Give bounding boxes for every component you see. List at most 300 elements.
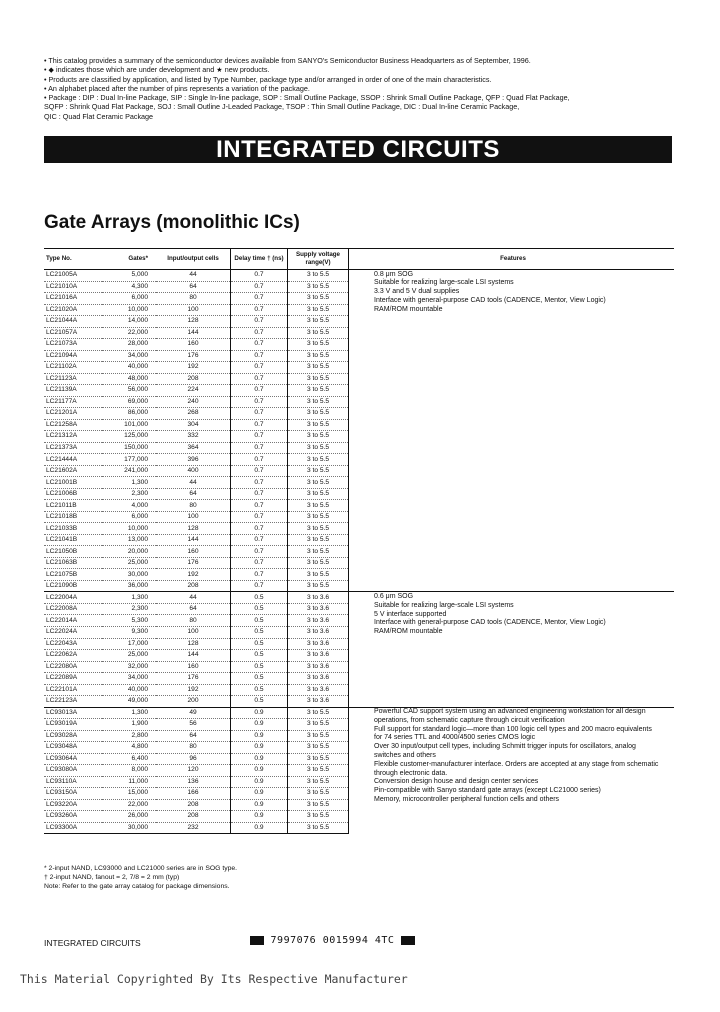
cell-type: LC21033B (44, 523, 102, 535)
cell-gates: 40,000 (102, 362, 156, 374)
feature-group (374, 271, 674, 315)
header-type: Type No. (44, 249, 102, 270)
cell-features (349, 442, 675, 454)
cell-delay: 0.9 (231, 776, 288, 788)
cell-gates: 13,000 (102, 534, 156, 546)
cell-features (349, 373, 675, 385)
cell-supply: 3 to 3.6 (288, 615, 349, 627)
cell-io: 208 (156, 811, 231, 823)
table-row (44, 362, 674, 374)
cell-supply: 3 to 5.5 (288, 316, 349, 328)
cell-gates: 1,300 (102, 707, 156, 719)
cell-gates: 32,000 (102, 661, 156, 673)
cell-supply: 3 to 3.6 (288, 696, 349, 708)
cell-io: 120 (156, 765, 231, 777)
cell-delay: 0.5 (231, 650, 288, 662)
cell-io: 80 (156, 500, 231, 512)
cell-delay: 0.9 (231, 799, 288, 811)
cell-delay: 0.7 (231, 339, 288, 351)
cell-io: 100 (156, 304, 231, 316)
cell-supply: 3 to 5.5 (288, 822, 349, 834)
cell-supply: 3 to 3.6 (288, 626, 349, 638)
cell-supply: 3 to 5.5 (288, 488, 349, 500)
cell-type: LC21001B (44, 477, 102, 489)
cell-gates: 26,000 (102, 811, 156, 823)
cell-type: LC21090B (44, 580, 102, 592)
table-row (44, 534, 674, 546)
cell-type: LC93260A (44, 811, 102, 823)
cell-io: 136 (156, 776, 231, 788)
cell-io: 176 (156, 350, 231, 362)
cell-type: LC22043A (44, 638, 102, 650)
cell-gates: 177,000 (102, 454, 156, 466)
cell-features (349, 511, 675, 523)
cell-supply: 3 to 5.5 (288, 385, 349, 397)
feature-line: Memory, microcontroller peripheral function cells and others (374, 796, 560, 804)
cell-delay: 0.9 (231, 719, 288, 731)
feature-line: 0.8 μm SOG (374, 270, 414, 278)
cell-type: LC22014A (44, 615, 102, 627)
cell-supply: 3 to 3.6 (288, 592, 349, 604)
cell-delay: 0.5 (231, 696, 288, 708)
cell-features (349, 477, 675, 489)
cell-supply: 3 to 5.5 (288, 719, 349, 731)
cell-io: 96 (156, 753, 231, 765)
cell-io: 364 (156, 442, 231, 454)
cell-supply: 3 to 5.5 (288, 454, 349, 466)
cell-delay: 0.9 (231, 811, 288, 823)
cell-io: 128 (156, 316, 231, 328)
cell-type: LC21102A (44, 362, 102, 374)
cell-gates: 6,000 (102, 293, 156, 305)
cell-supply: 3 to 3.6 (288, 638, 349, 650)
cell-delay: 0.5 (231, 673, 288, 685)
feature-line: Conversion design house and design center services (374, 778, 539, 786)
cell-gates: 69,000 (102, 396, 156, 408)
cell-supply: 3 to 5.5 (288, 788, 349, 800)
table-row (44, 454, 674, 466)
cell-supply: 3 to 5.5 (288, 580, 349, 592)
cell-type: LC93028A (44, 730, 102, 742)
footnote: Note: Refer to the gate array catalog for package dimensions. (44, 883, 230, 890)
cell-io: 304 (156, 419, 231, 431)
footnotes (44, 864, 237, 891)
cell-features (349, 673, 675, 685)
cell-gates: 25,000 (102, 557, 156, 569)
cell-type: LC22062A (44, 650, 102, 662)
cell-delay: 0.7 (231, 477, 288, 489)
cell-delay: 0.7 (231, 327, 288, 339)
cell-delay: 0.9 (231, 730, 288, 742)
feature-group (374, 593, 674, 637)
cell-supply: 3 to 5.5 (288, 431, 349, 443)
cell-delay: 0.7 (231, 304, 288, 316)
cell-type: LC21094A (44, 350, 102, 362)
cell-gates: 56,000 (102, 385, 156, 397)
cell-type: LC22080A (44, 661, 102, 673)
cell-io: 64 (156, 281, 231, 293)
cell-io: 44 (156, 592, 231, 604)
cell-delay: 0.7 (231, 408, 288, 420)
feature-line: RAM/ROM mountable (374, 628, 443, 636)
cell-supply: 3 to 5.5 (288, 396, 349, 408)
feature-line: Powerful CAD support system using an advanced engineering workstation for all design (374, 708, 646, 716)
cell-supply: 3 to 5.5 (288, 419, 349, 431)
cell-supply: 3 to 5.5 (288, 477, 349, 489)
cell-gates: 86,000 (102, 408, 156, 420)
cell-features (349, 362, 675, 374)
cell-delay: 0.7 (231, 454, 288, 466)
cell-supply: 3 to 3.6 (288, 661, 349, 673)
cell-delay: 0.5 (231, 661, 288, 673)
section-banner: INTEGRATED CIRCUITS (44, 136, 672, 163)
cell-gates: 30,000 (102, 822, 156, 834)
cell-supply: 3 to 5.5 (288, 465, 349, 477)
table-row (44, 557, 674, 569)
cell-delay: 0.7 (231, 534, 288, 546)
cell-features (349, 396, 675, 408)
cell-delay: 0.7 (231, 373, 288, 385)
table-row (44, 673, 674, 685)
note-line: • ◆ indicates those which are under development and ★ new products. (44, 65, 270, 75)
note-line: • Products are classified by application, and listed by Type Number, package type and/or arranged in order of one of the main characteristics. (44, 74, 492, 84)
note-line: • This catalog provides a summary of the semiconductor devices available from SANYO's Semiconductor Business Headquarters as of September, 1996. (44, 56, 531, 65)
cell-supply: 3 to 5.5 (288, 569, 349, 581)
cell-gates: 4,300 (102, 281, 156, 293)
feature-line: Pin-compatible with Sanyo standard gate arrays (except LC21000 series) (374, 787, 601, 795)
header-delay: Delay time † (ns) (231, 249, 288, 270)
table-row (44, 419, 674, 431)
table-row (44, 511, 674, 523)
cell-io: 144 (156, 650, 231, 662)
cell-gates: 25,000 (102, 650, 156, 662)
cell-features (349, 327, 675, 339)
cell-supply: 3 to 5.5 (288, 293, 349, 305)
cell-type: LC93080A (44, 765, 102, 777)
cell-supply: 3 to 5.5 (288, 799, 349, 811)
table-row (44, 373, 674, 385)
cell-type: LC22089A (44, 673, 102, 685)
cell-io: 100 (156, 511, 231, 523)
cell-gates: 10,000 (102, 523, 156, 535)
cell-io: 56 (156, 719, 231, 731)
feature-line: RAM/ROM mountable (374, 305, 443, 313)
cell-delay: 0.7 (231, 580, 288, 592)
cell-io: 396 (156, 454, 231, 466)
cell-io: 240 (156, 396, 231, 408)
cell-supply: 3 to 5.5 (288, 442, 349, 454)
cell-delay: 0.7 (231, 419, 288, 431)
cell-features (349, 408, 675, 420)
cell-io: 64 (156, 488, 231, 500)
cell-features (349, 419, 675, 431)
cell-delay: 0.7 (231, 316, 288, 328)
cell-delay: 0.7 (231, 293, 288, 305)
cell-features (349, 385, 675, 397)
cell-type: LC21177A (44, 396, 102, 408)
feature-line: Suitable for realizing large-scale LSI systems (374, 279, 514, 287)
cell-supply: 3 to 5.5 (288, 373, 349, 385)
cell-io: 128 (156, 638, 231, 650)
footer-title: INTEGRATED CIRCUITS (44, 938, 141, 948)
cell-type: LC21201A (44, 408, 102, 420)
cell-delay: 0.7 (231, 396, 288, 408)
page-title: Gate Arrays (monolithic ICs) (44, 212, 300, 233)
cell-type: LC21057A (44, 327, 102, 339)
cell-io: 166 (156, 788, 231, 800)
table-row (44, 661, 674, 673)
cell-io: 268 (156, 408, 231, 420)
cell-io: 332 (156, 431, 231, 443)
cell-io: 176 (156, 673, 231, 685)
cell-delay: 0.5 (231, 684, 288, 696)
cell-features (349, 465, 675, 477)
cell-gates: 34,000 (102, 673, 156, 685)
feature-line: Over 30 input/output cell types, including Schmitt trigger inputs for oscillators, analog (374, 743, 636, 751)
cell-features (349, 488, 675, 500)
cell-gates: 101,000 (102, 419, 156, 431)
feature-line: Full support for standard logic—more than 100 logic cell types and 200 macro equivalents (374, 725, 652, 733)
feature-line: 0.6 μm SOG (374, 592, 414, 600)
table-row (44, 431, 674, 443)
cell-delay: 0.7 (231, 385, 288, 397)
cell-delay: 0.5 (231, 626, 288, 638)
cell-supply: 3 to 3.6 (288, 603, 349, 615)
cell-supply: 3 to 5.5 (288, 811, 349, 823)
cell-supply: 3 to 3.6 (288, 650, 349, 662)
cell-type: LC21139A (44, 385, 102, 397)
table-row (44, 546, 674, 558)
cell-delay: 0.7 (231, 465, 288, 477)
cell-supply: 3 to 5.5 (288, 753, 349, 765)
cell-delay: 0.7 (231, 569, 288, 581)
table-row (44, 650, 674, 662)
cell-supply: 3 to 5.5 (288, 500, 349, 512)
feature-line: Interface with general-purpose CAD tools (CADENCE, Mentor, View Logic) (374, 619, 606, 627)
cell-gates: 2,300 (102, 488, 156, 500)
cell-features (349, 661, 675, 673)
cell-delay: 0.7 (231, 362, 288, 374)
cell-io: 100 (156, 626, 231, 638)
cell-io: 192 (156, 684, 231, 696)
cell-gates: 125,000 (102, 431, 156, 443)
cell-delay: 0.9 (231, 742, 288, 754)
table-row (44, 488, 674, 500)
cell-type: LC21258A (44, 419, 102, 431)
cell-delay: 0.7 (231, 523, 288, 535)
cell-supply: 3 to 3.6 (288, 684, 349, 696)
cell-supply: 3 to 5.5 (288, 523, 349, 535)
cell-type: LC21050B (44, 546, 102, 558)
cell-type: LC22024A (44, 626, 102, 638)
cell-supply: 3 to 5.5 (288, 534, 349, 546)
cell-io: 80 (156, 293, 231, 305)
cell-delay: 0.9 (231, 765, 288, 777)
barcode (250, 935, 415, 946)
cell-supply: 3 to 5.5 (288, 362, 349, 374)
cell-supply: 3 to 5.5 (288, 339, 349, 351)
cell-io: 232 (156, 822, 231, 834)
cell-type: LC21041B (44, 534, 102, 546)
cell-io: 44 (156, 270, 231, 282)
cell-type: LC93150A (44, 788, 102, 800)
feature-line: through electronic data. (374, 769, 448, 777)
cell-type: LC22123A (44, 696, 102, 708)
cell-gates: 241,000 (102, 465, 156, 477)
cell-delay: 0.7 (231, 442, 288, 454)
table-row (44, 684, 674, 696)
cell-io: 128 (156, 523, 231, 535)
cell-supply: 3 to 5.5 (288, 546, 349, 558)
cell-type: LC21073A (44, 339, 102, 351)
table-row (44, 465, 674, 477)
cell-type: LC21016A (44, 293, 102, 305)
cell-delay: 0.7 (231, 511, 288, 523)
table-row (44, 408, 674, 420)
cell-io: 176 (156, 557, 231, 569)
cell-supply: 3 to 5.5 (288, 511, 349, 523)
cell-type: LC21018B (44, 511, 102, 523)
cell-io: 64 (156, 730, 231, 742)
cell-type: LC93013A (44, 707, 102, 719)
table-row (44, 316, 674, 328)
cell-io: 160 (156, 546, 231, 558)
table-row (44, 350, 674, 362)
cell-io: 44 (156, 477, 231, 489)
cell-type: LC21020A (44, 304, 102, 316)
cell-gates: 1,300 (102, 477, 156, 489)
cell-io: 160 (156, 339, 231, 351)
table-row (44, 696, 674, 708)
cell-supply: 3 to 5.5 (288, 408, 349, 420)
cell-io: 208 (156, 373, 231, 385)
cell-features (349, 557, 675, 569)
cell-gates: 15,000 (102, 788, 156, 800)
cell-gates: 49,000 (102, 696, 156, 708)
cell-delay: 0.7 (231, 270, 288, 282)
cell-delay: 0.5 (231, 615, 288, 627)
cell-io: 200 (156, 696, 231, 708)
cell-type: LC21044A (44, 316, 102, 328)
cell-type: LC22004A (44, 592, 102, 604)
cell-gates: 28,000 (102, 339, 156, 351)
header-io: Input/output cells (156, 249, 231, 270)
cell-type: LC21373A (44, 442, 102, 454)
cell-io: 192 (156, 362, 231, 374)
cell-features (349, 339, 675, 351)
cell-gates: 5,300 (102, 615, 156, 627)
feature-line: Flexible customer-manufacturer interface. Orders are accepted at any stage from schematic (374, 760, 659, 768)
table-row (44, 442, 674, 454)
feature-line: for 74 series TTL and 4000/4500 series CMOS logic (374, 734, 536, 742)
table-row (44, 396, 674, 408)
cell-type: LC21005A (44, 270, 102, 282)
barcode-text: 7997076 0015994 4TC (270, 935, 395, 946)
note-line: QIC : Quad Flat Ceramic Package (44, 111, 154, 121)
cell-features (349, 822, 675, 834)
cell-features (349, 684, 675, 696)
cell-gates: 2,300 (102, 603, 156, 615)
note-line: • An alphabet placed after the number of pins represents a variation of the package. (44, 83, 310, 93)
cell-type: LC93110A (44, 776, 102, 788)
cell-supply: 3 to 5.5 (288, 281, 349, 293)
cell-gates: 22,000 (102, 799, 156, 811)
cell-features (349, 316, 675, 328)
cell-delay: 0.7 (231, 281, 288, 293)
cell-delay: 0.9 (231, 822, 288, 834)
cell-supply: 3 to 5.5 (288, 270, 349, 282)
note-line: • Package : DIP : Dual In-line Package, SIP : Single In-line package, SOP : Small Outline Package, SSOP : Shrink Small Outline Package, QFP : Quad Flat Package, (44, 93, 570, 103)
cell-gates: 14,000 (102, 316, 156, 328)
catalog-notes (44, 56, 684, 121)
cell-features (349, 580, 675, 592)
cell-type: LC21011B (44, 500, 102, 512)
cell-gates: 1,900 (102, 719, 156, 731)
cell-features (349, 650, 675, 662)
cell-delay: 0.9 (231, 707, 288, 719)
cell-gates: 1,300 (102, 592, 156, 604)
cell-features (349, 569, 675, 581)
table-row (44, 811, 674, 823)
cell-features (349, 546, 675, 558)
cell-supply: 3 to 5.5 (288, 327, 349, 339)
cell-io: 144 (156, 327, 231, 339)
copyright-notice: This Material Copyrighted By Its Respective Manufacturer (20, 972, 408, 986)
table-row (44, 569, 674, 581)
cell-type: LC21444A (44, 454, 102, 466)
cell-gates: 2,800 (102, 730, 156, 742)
header-supply: Supply voltage range(V) (288, 249, 349, 270)
cell-type: LC22101A (44, 684, 102, 696)
cell-supply: 3 to 3.6 (288, 673, 349, 685)
cell-type: LC21063B (44, 557, 102, 569)
header-gates: Gates* (102, 249, 156, 270)
feature-line: switches and others (374, 752, 436, 760)
feature-line: 3.3 V and 5 V dual supplies (374, 288, 460, 296)
cell-delay: 0.5 (231, 592, 288, 604)
cell-type: LC21312A (44, 431, 102, 443)
cell-gates: 20,000 (102, 546, 156, 558)
cell-supply: 3 to 5.5 (288, 350, 349, 362)
cell-supply: 3 to 5.5 (288, 730, 349, 742)
cell-features (349, 454, 675, 466)
cell-features (349, 534, 675, 546)
cell-gates: 10,000 (102, 304, 156, 316)
barcode-block-left (250, 936, 264, 945)
feature-line: operations, from schematic capture through circuit verification (374, 716, 565, 724)
footnote: * 2-input NAND, LC93000 and LC21000 series are in SOG type. (44, 865, 238, 872)
cell-type: LC22008A (44, 603, 102, 615)
cell-type: LC93300A (44, 822, 102, 834)
table-row (44, 327, 674, 339)
cell-io: 208 (156, 580, 231, 592)
cell-type: LC21006B (44, 488, 102, 500)
header-features: Features (349, 249, 675, 270)
cell-features (349, 523, 675, 535)
cell-type: LC21010A (44, 281, 102, 293)
table-row (44, 500, 674, 512)
cell-gates: 4,000 (102, 500, 156, 512)
cell-type: LC21123A (44, 373, 102, 385)
cell-gates: 36,000 (102, 580, 156, 592)
cell-gates: 11,000 (102, 776, 156, 788)
cell-type: LC93048A (44, 742, 102, 754)
note-line: SQFP : Shrink Quad Flat Package, SOJ : Small Outline J-Leaded Package, TSOP : Thin Small Outline Package, DIC : Dual In-line Ceramic Package, (44, 102, 520, 112)
cell-supply: 3 to 5.5 (288, 776, 349, 788)
feature-line: 5 V interface supported (374, 610, 447, 618)
cell-gates: 6,000 (102, 511, 156, 523)
footnote: † 2-input NAND, fanout = 2, 7/8 = 2 mm (typ) (44, 874, 180, 881)
